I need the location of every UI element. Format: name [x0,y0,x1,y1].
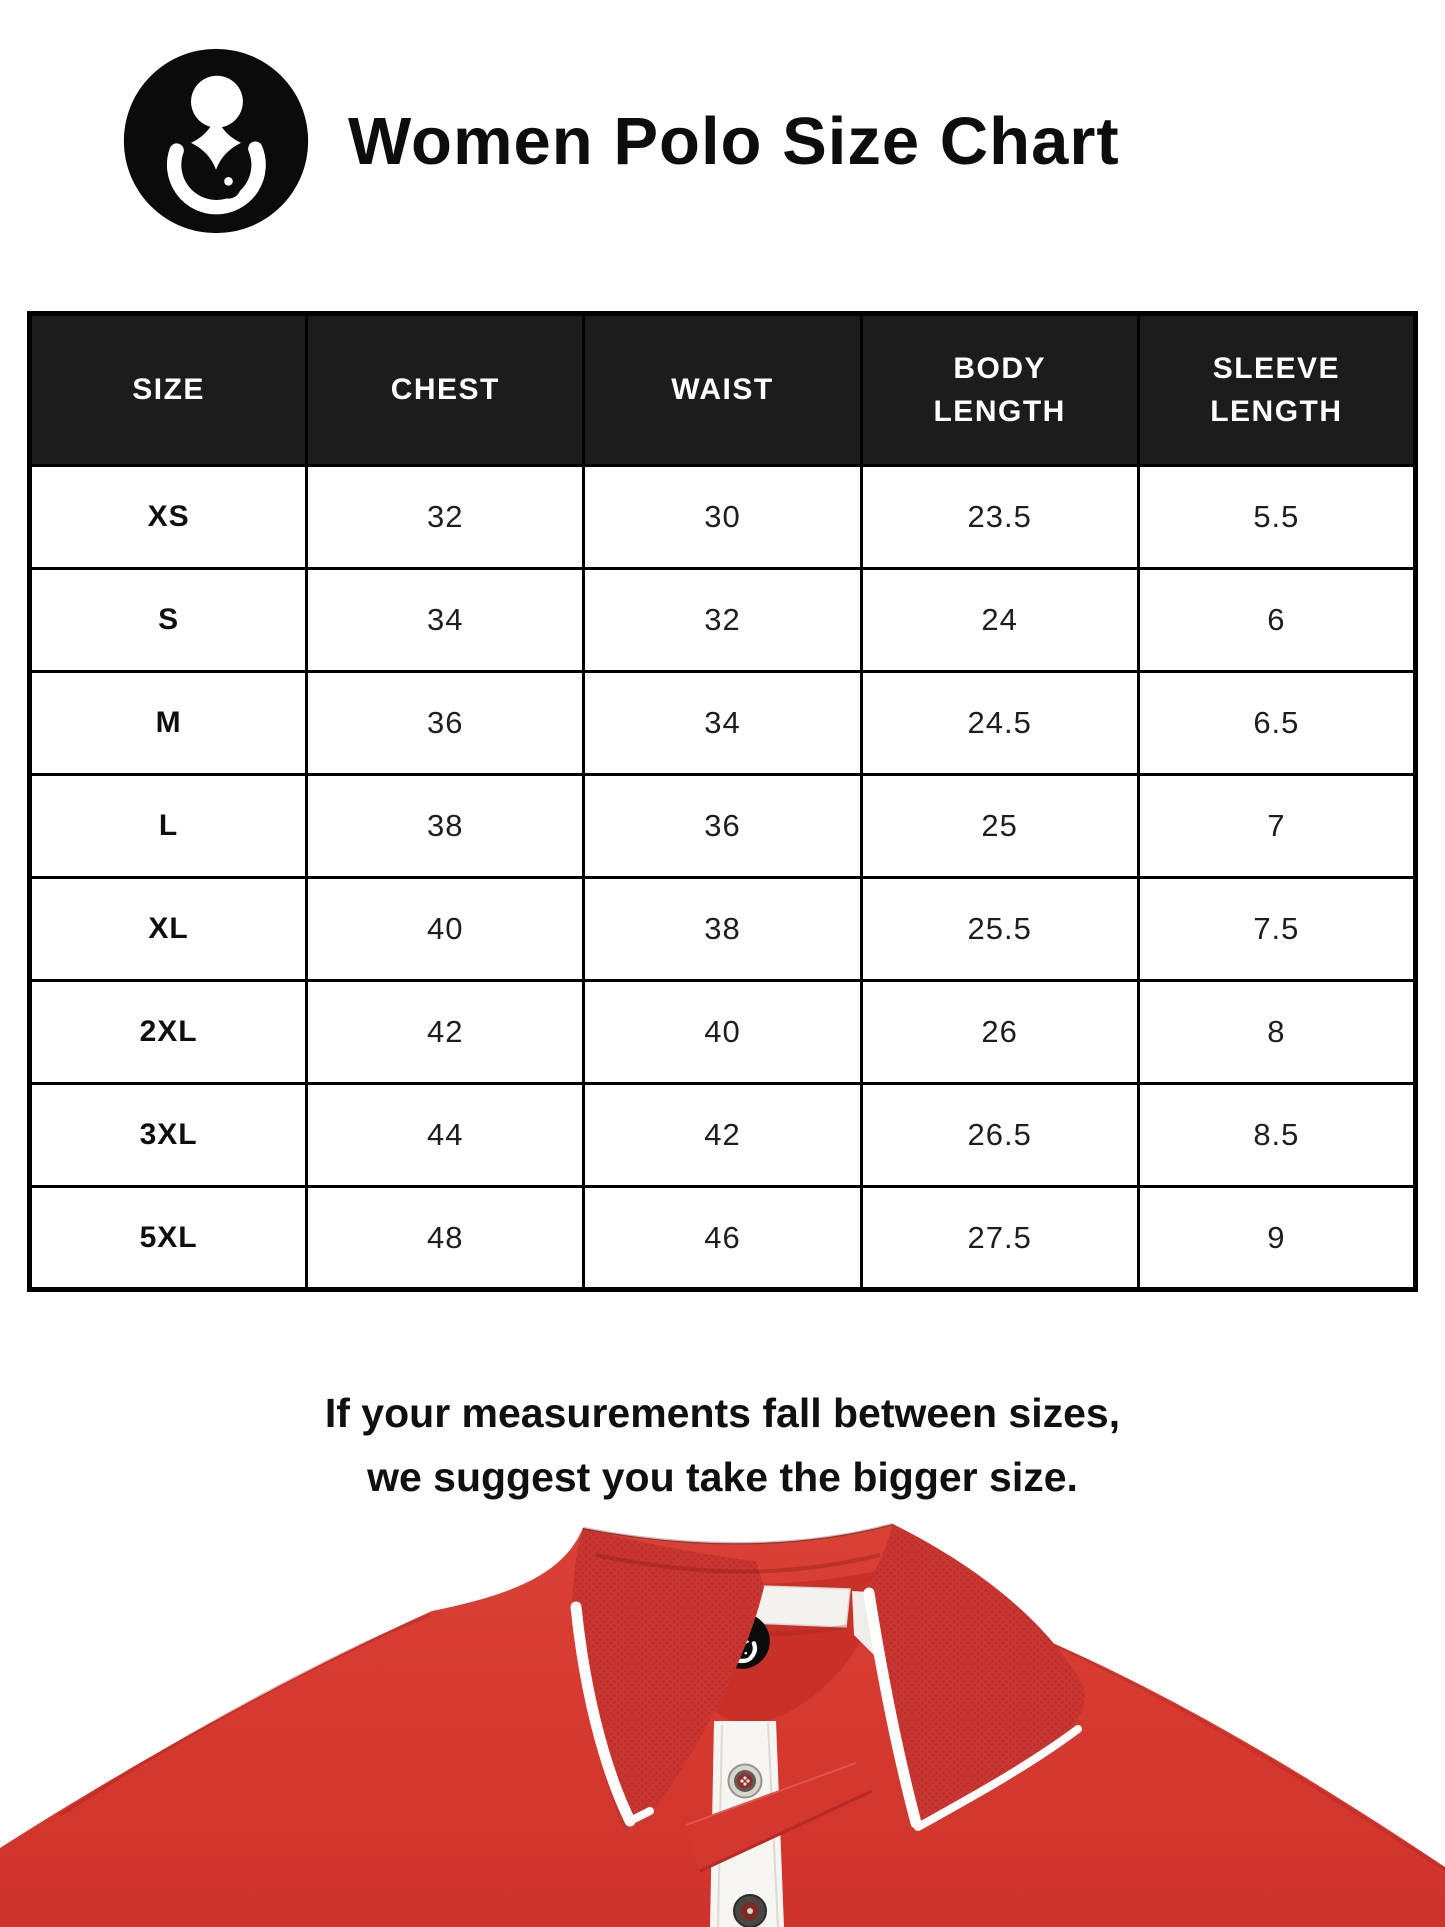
cell-chest: 38 [307,775,584,878]
size-table-body [30,466,1416,1290]
cell-chest: 34 [307,569,584,672]
cell-waist: 46 [584,1187,861,1290]
page-title: Women Polo Size Chart [348,103,1120,179]
shirt-button-bottom [734,1895,766,1927]
page-header [0,0,1445,237]
brand-logo-icon [120,45,312,237]
cell-body-length: 26 [861,981,1138,1084]
table-row [30,466,1416,569]
cell-body-length: 24 [861,569,1138,672]
sizing-note-line-2: we suggest you take the bigger size. [367,1453,1078,1500]
table-row [30,878,1416,981]
cell-sleeve-length: 7.5 [1138,878,1415,981]
cell-body-length: 25 [861,775,1138,878]
cell-sleeve-length: 7 [1138,775,1415,878]
cell-size: XL [30,878,307,981]
col-header-waist: WAIST [584,314,861,466]
cell-chest: 36 [307,672,584,775]
size-table-wrap [27,311,1418,1292]
table-row [30,1187,1416,1290]
polo-shirt-image [0,1515,1445,1927]
cell-sleeve-length: 6 [1138,569,1415,672]
cell-chest: 32 [307,466,584,569]
col-header-chest: CHEST [307,314,584,466]
table-header-row [30,314,1416,466]
cell-body-length: 26.5 [861,1084,1138,1187]
cell-size: 2XL [30,981,307,1084]
cell-chest: 42 [307,981,584,1084]
cell-waist: 42 [584,1084,861,1187]
cell-waist: 40 [584,981,861,1084]
col-header-body-length: BODY LENGTH [861,314,1138,466]
cell-chest: 40 [307,878,584,981]
cell-size: S [30,569,307,672]
col-header-size: SIZE [30,314,307,466]
cell-sleeve-length: 9 [1138,1187,1415,1290]
table-row [30,775,1416,878]
cell-size: 5XL [30,1187,307,1290]
cell-sleeve-length: 8 [1138,981,1415,1084]
cell-size: M [30,672,307,775]
cell-body-length: 27.5 [861,1187,1138,1290]
cell-chest: 48 [307,1187,584,1290]
cell-sleeve-length: 5.5 [1138,466,1415,569]
cell-body-length: 23.5 [861,466,1138,569]
cell-chest: 44 [307,1084,584,1187]
cell-waist: 34 [584,672,861,775]
table-row [30,1084,1416,1187]
table-row [30,981,1416,1084]
table-row [30,672,1416,775]
cell-waist: 36 [584,775,861,878]
cell-sleeve-length: 6.5 [1138,672,1415,775]
size-table [27,311,1418,1292]
sizing-note [0,1382,1445,1509]
cell-size: 3XL [30,1084,307,1187]
cell-waist: 30 [584,466,861,569]
sizing-note-line-1: If your measurements fall between sizes, [324,1390,1121,1436]
shirt-button-top [729,1765,762,1798]
col-header-sleeve-length: SLEEVE LENGTH [1138,314,1415,466]
cell-size: L [30,775,307,878]
table-row [30,569,1416,672]
cell-sleeve-length: 8.5 [1138,1084,1415,1187]
cell-waist: 38 [584,878,861,981]
cell-size: XS [30,466,307,569]
cell-waist: 32 [584,569,861,672]
cell-body-length: 24.5 [861,672,1138,775]
cell-body-length: 25.5 [861,878,1138,981]
size-table-head [30,314,1416,466]
